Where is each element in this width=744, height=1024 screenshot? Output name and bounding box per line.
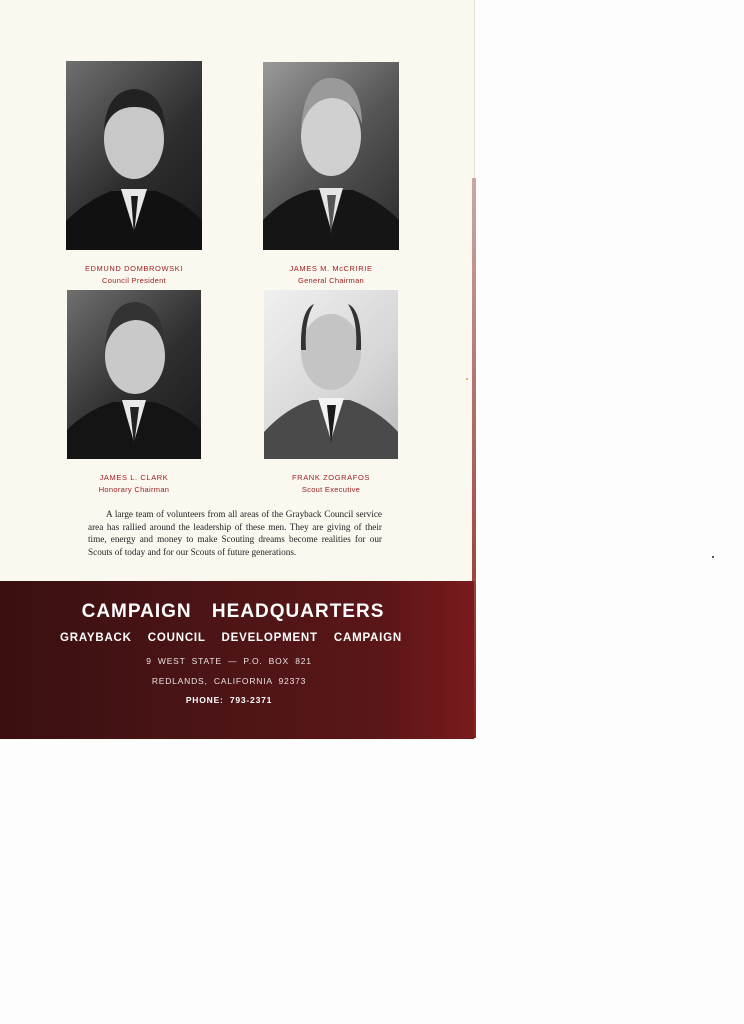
banner-phone: PHONE: 793-2371: [185, 695, 273, 705]
portrait-photo-dombrowski: [66, 61, 202, 250]
portrait-caption: [264, 472, 398, 496]
portrait-name: EDMUND DOMBROWSKI: [84, 264, 184, 273]
banner-city: REDLANDS, CALIFORNIA 92373: [151, 676, 307, 686]
portrait-title: General Chairman: [297, 276, 365, 285]
portrait-caption: [66, 263, 202, 287]
portrait-silhouette-icon: [263, 62, 399, 250]
portrait-photo-mccririe: [263, 62, 399, 250]
portrait-photo-zografos: [264, 290, 398, 459]
portrait-title: Honorary Chairman: [98, 485, 170, 494]
portrait-silhouette-icon: [66, 61, 202, 250]
portrait-title: Council President: [102, 276, 166, 285]
portrait-name: JAMES L. CLARK: [99, 473, 169, 482]
scan-speck: [712, 556, 714, 558]
banner-address: 9 WEST STATE — P.O. BOX 821: [146, 656, 312, 666]
portrait-photo-clark: [67, 290, 201, 459]
scan-speck: [466, 378, 468, 380]
body-paragraph: A large team of volunteers from all areas of the Grayback Council service area has rallied around the leadership of these men. They are giving of their time, energy and money to make Scouting dreams become realities for our Scouts of today and for our Scouts of future generations.: [88, 509, 382, 557]
portrait-caption: [263, 263, 399, 287]
portrait-name: FRANK ZOGRAFOS: [292, 473, 370, 482]
banner-subtitle: GRAYBACK COUNCIL DEVELOPMENT CAMPAIGN: [59, 632, 403, 644]
portrait-caption: [67, 472, 201, 496]
portrait-silhouette-icon: [264, 290, 398, 459]
banner-title: CAMPAIGN HEADQUARTERS: [81, 601, 385, 622]
portrait-name: JAMES M. McCRIRIE: [289, 264, 373, 273]
portrait-title: Scout Executive: [301, 485, 361, 494]
portrait-silhouette-icon: [67, 290, 201, 459]
